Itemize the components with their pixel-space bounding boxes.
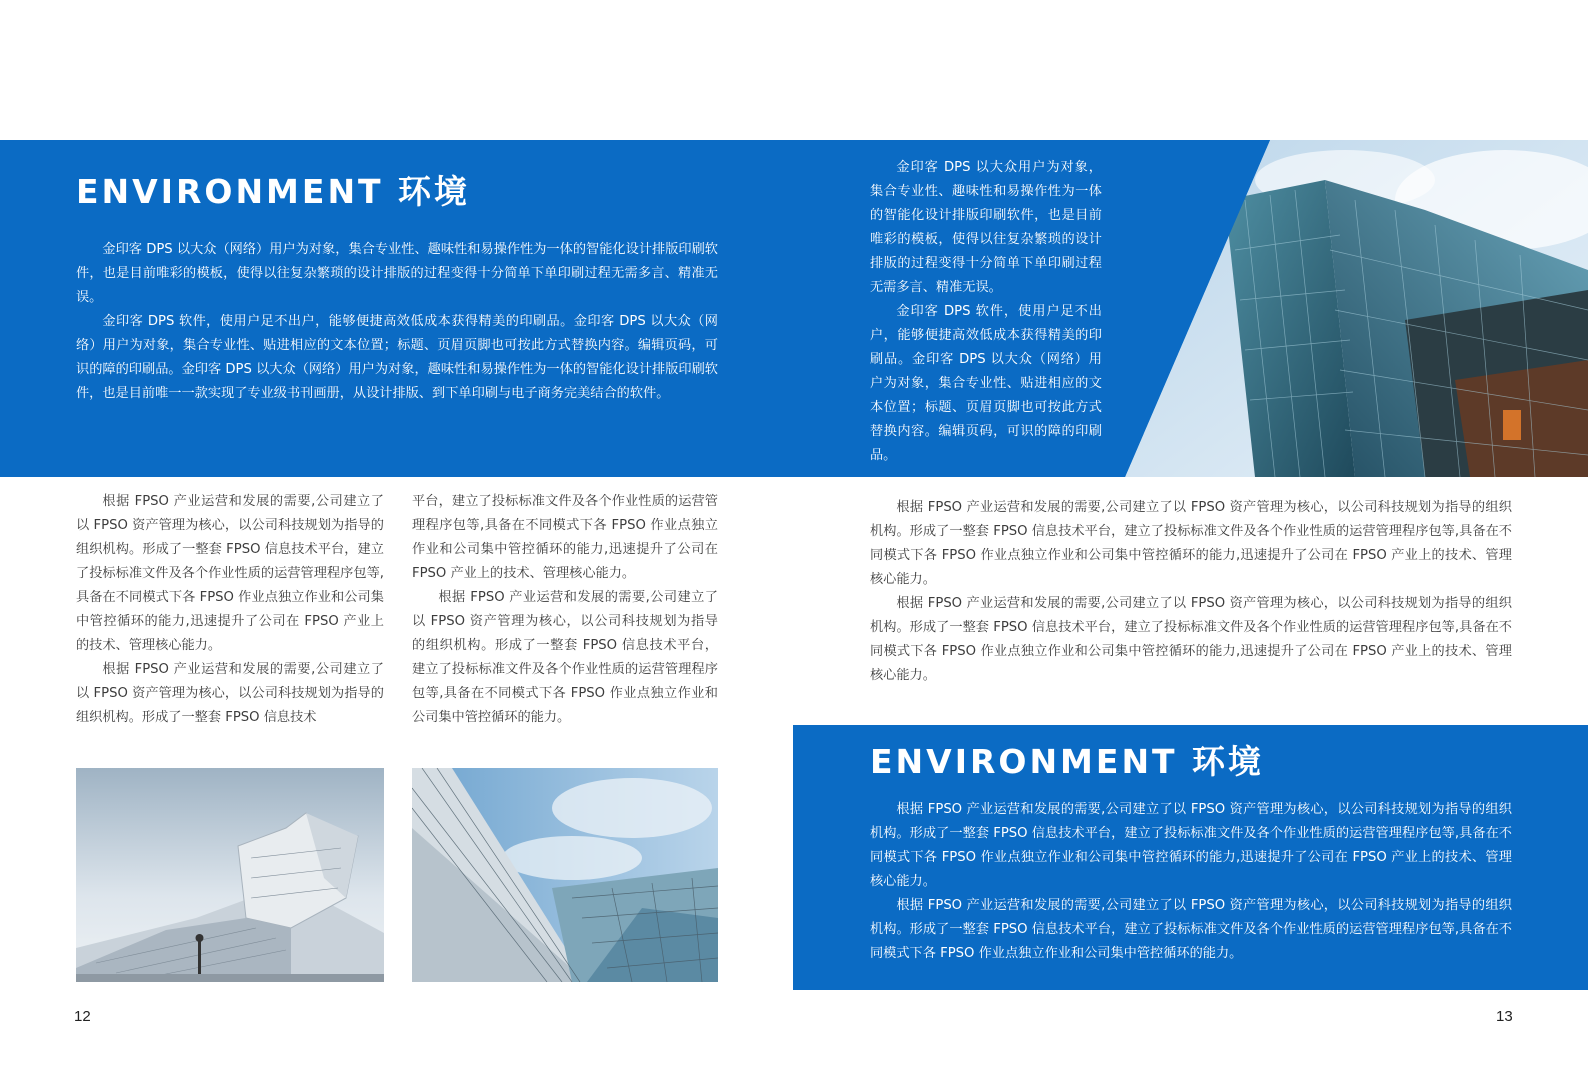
right-bottom-paragraph-1: 根据 FPSO 产业运营和发展的需要,公司建立了以 FPSO 资产管理为核心，以公司科技规划为指导的组织机构。形成了一整套 FPSO 信息技术平台，建立了投标标准文件及各个作业性质的运营管理程序包等,具备在不同模式下各 FPSO 作业点独立作业和公司集中管控循环的能力,迅速提升了公司在 FPSO 产业上的技术、管理核心能力。 <box>870 802 1512 889</box>
left-column-1 <box>76 490 384 730</box>
col1-paragraph-2: 根据 FPSO 产业运营和发展的需要,公司建立了以 FPSO 资产管理为核心，以公司科技规划为指导的组织机构。形成了一整套 FPSO 信息技术 <box>76 662 384 725</box>
building-photo-2 <box>412 768 718 982</box>
col2-paragraph-1: 根据 FPSO 产业运营和发展的需要,公司建立了以 FPSO 资产管理为核心，以公司科技规划为指导的组织机构。形成了一整套 FPSO 信息技术平台，建立了投标标准文件及各个作业性质的运营管理程序包等,具备在不同模式下各 FPSO 作业点独立作业和公司集中管控循环的能力。 <box>412 590 718 725</box>
right-band-paragraph-1: 金印客 DPS 以大众用户为对象，集合专业性、趣味性和易操作性为一体的智能化设计排版印刷软件，也是目前唯彩的模板，使得以往复杂繁琐的设计排版的过程变得十分简单下单印刷过程无需多言、精准无误。 <box>870 160 1102 295</box>
right-band-paragraph-2: 金印客 DPS 软件，使用户足不出户，能够便捷高效低成本获得精美的印刷品。金印客 DPS 以大众（网络）用户为对象，集合专业性、贴进相应的文本位置；标题、页眉页脚也可按此方式替换内容。编辑页码，可识的障的印刷品。 <box>870 304 1102 463</box>
left-intro-paragraph-1: 金印客 DPS 以大众（网络）用户为对象，集合专业性、趣味性和易操作性为一体的智能化设计排版印刷软件，也是目前唯彩的模板，使得以往复杂繁琐的设计排版的过程变得十分简单下单印刷过程无需多言、精准无误。 <box>76 242 718 305</box>
right-bottom-paragraph-2: 根据 FPSO 产业运营和发展的需要,公司建立了以 FPSO 资产管理为核心，以公司科技规划为指导的组织机构。形成了一整套 FPSO 信息技术平台，建立了投标标准文件及各个作业性质的运营管理程序包等,具备在不同模式下各 FPSO 作业点独立作业和公司集中管控循环的能力。 <box>870 898 1512 961</box>
col2-continuation: 平台，建立了投标标准文件及各个作业性质的运营管理程序包等,具备在不同模式下各 FPSO 作业点独立作业和公司集中管控循环的能力,迅速提升了公司在 FPSO 产业上的技术、管理核心能力。 <box>412 494 718 581</box>
left-intro <box>76 238 718 406</box>
building-photo-1 <box>76 768 384 982</box>
left-intro-paragraph-2: 金印客 DPS 软件，使用户足不出户，能够便捷高效低成本获得精美的印刷品。金印客 DPS 以大众（网络）用户为对象，集合专业性、贴进相应的文本位置；标题、页眉页脚也可按此方式替换内容。编辑页码，可识的障的印刷品。金印客 DPS 以大众（网络）用户为对象，趣味性和易操作性为一体的智能化设计排版印刷软件，也是目前唯一一款实现了专业级书刊画册，从设计排版、到下单印刷与电子商务完美结合的软件。 <box>76 314 718 401</box>
left-heading: ENVIRONMENT 环境 <box>76 172 471 211</box>
right-heading: ENVIRONMENT 环境 <box>870 742 1265 781</box>
right-body-paragraph-2: 根据 FPSO 产业运营和发展的需要,公司建立了以 FPSO 资产管理为核心，以公司科技规划为指导的组织机构。形成了一整套 FPSO 信息技术平台，建立了投标标准文件及各个作业性质的运营管理程序包等,具备在不同模式下各 FPSO 作业点独立作业和公司集中管控循环的能力,迅速提升了公司在 FPSO 产业上的技术、管理核心能力。 <box>870 596 1512 683</box>
skyscraper-hero-photo <box>1125 140 1588 477</box>
right-body-text <box>870 496 1512 688</box>
col1-paragraph-1: 根据 FPSO 产业运营和发展的需要,公司建立了以 FPSO 资产管理为核心，以公司科技规划为指导的组织机构。形成了一整套 FPSO 信息技术平台，建立了投标标准文件及各个作业性质的运营管理程序包等,具备在不同模式下各 FPSO 作业点独立作业和公司集中管控循环的能力,迅速提升了公司在 FPSO 产业上的技术、管理核心能力。 <box>76 494 384 653</box>
right-body-paragraph-1: 根据 FPSO 产业运营和发展的需要,公司建立了以 FPSO 资产管理为核心，以公司科技规划为指导的组织机构。形成了一整套 FPSO 信息技术平台，建立了投标标准文件及各个作业性质的运营管理程序包等,具备在不同模式下各 FPSO 作业点独立作业和公司集中管控循环的能力,迅速提升了公司在 FPSO 产业上的技术、管理核心能力。 <box>870 500 1512 587</box>
right-band-text <box>870 156 1102 468</box>
page-number-left: 12 <box>74 1008 91 1025</box>
right-bottom-text <box>870 798 1512 966</box>
page-number-right: 13 <box>1496 1008 1513 1025</box>
left-column-2 <box>412 490 718 730</box>
